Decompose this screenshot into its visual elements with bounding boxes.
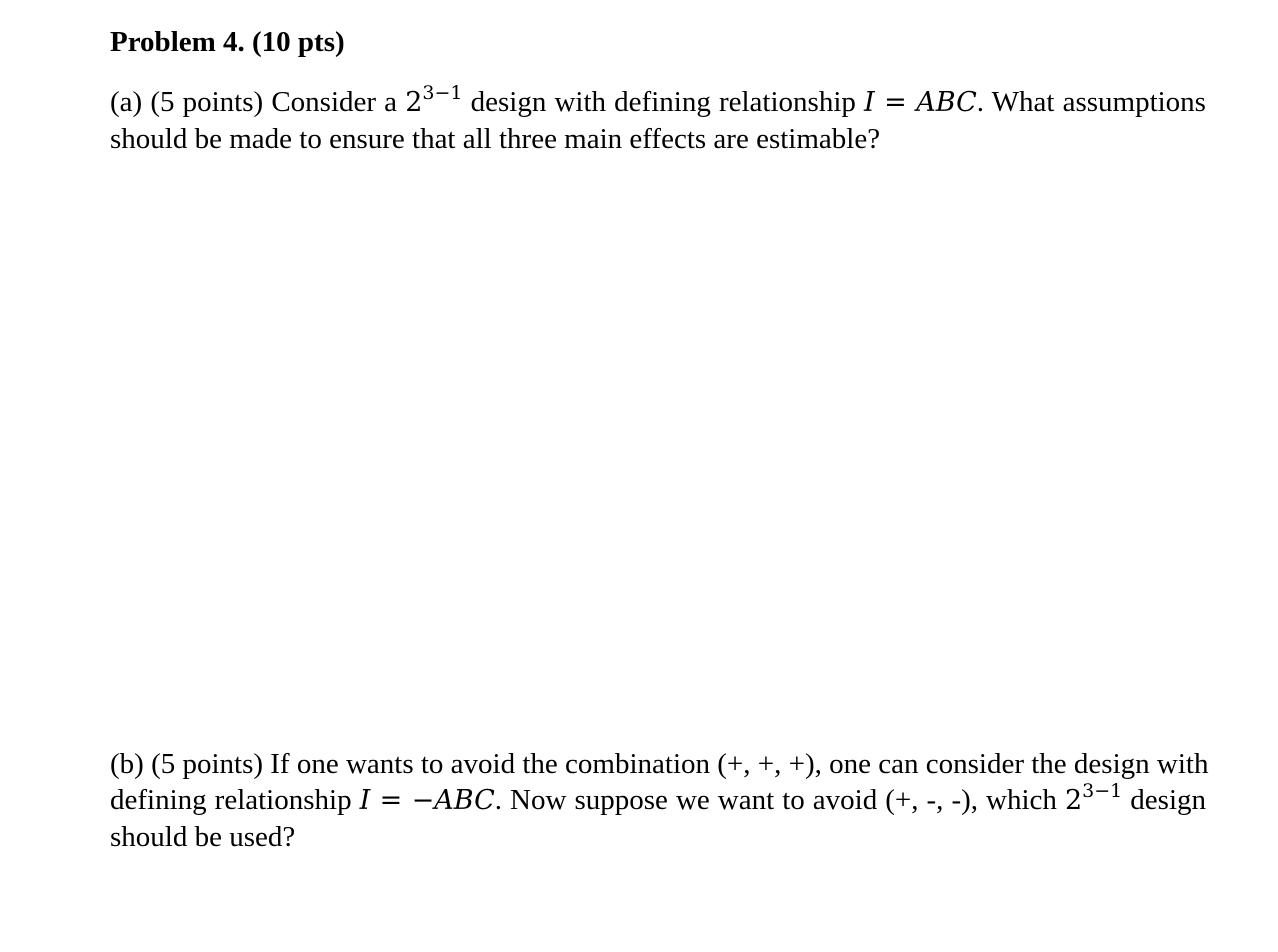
part-b-text-end: design — [1122, 784, 1207, 816]
defining-word: −ABC — [411, 785, 495, 816]
part-a-question — [110, 84, 1206, 157]
part-b-line-1: (b) (5 points) If one wants to avoid the combination (+, +, +), one can consider the design with — [110, 748, 1209, 780]
part-b-text-mid: . Now suppose we want to avoid (+, -, -), which — [494, 784, 1065, 816]
part-a-text-end: . What assumptions — [976, 86, 1206, 118]
part-b-text-start: defining relationship — [110, 784, 360, 816]
equals-sign: = — [874, 87, 917, 118]
design-exponent: 3−1 — [422, 82, 463, 104]
design-base: 2 — [1064, 785, 1083, 816]
part-b-line-3: should be used? — [110, 821, 296, 853]
part-b-question — [110, 746, 1209, 855]
defining-word: ABC — [916, 87, 977, 118]
identity-symbol: I — [864, 87, 875, 118]
problem-title: Problem 4. (10 pts) — [110, 26, 345, 58]
part-a-text-start: (a) (5 points) Consider a — [110, 86, 406, 118]
identity-symbol: I — [359, 785, 371, 816]
part-b-line-2 — [110, 782, 1206, 819]
answer-space — [110, 170, 1206, 730]
equals-sign: = — [370, 785, 412, 816]
part-a-text-mid: design with defining relationship — [462, 86, 865, 118]
part-a-line-2: should be made to ensure that all three main effects are estimable? — [110, 123, 881, 155]
design-base: 2 — [405, 87, 423, 118]
design-exponent: 3−1 — [1082, 780, 1123, 802]
part-a-line-1 — [110, 84, 1206, 121]
